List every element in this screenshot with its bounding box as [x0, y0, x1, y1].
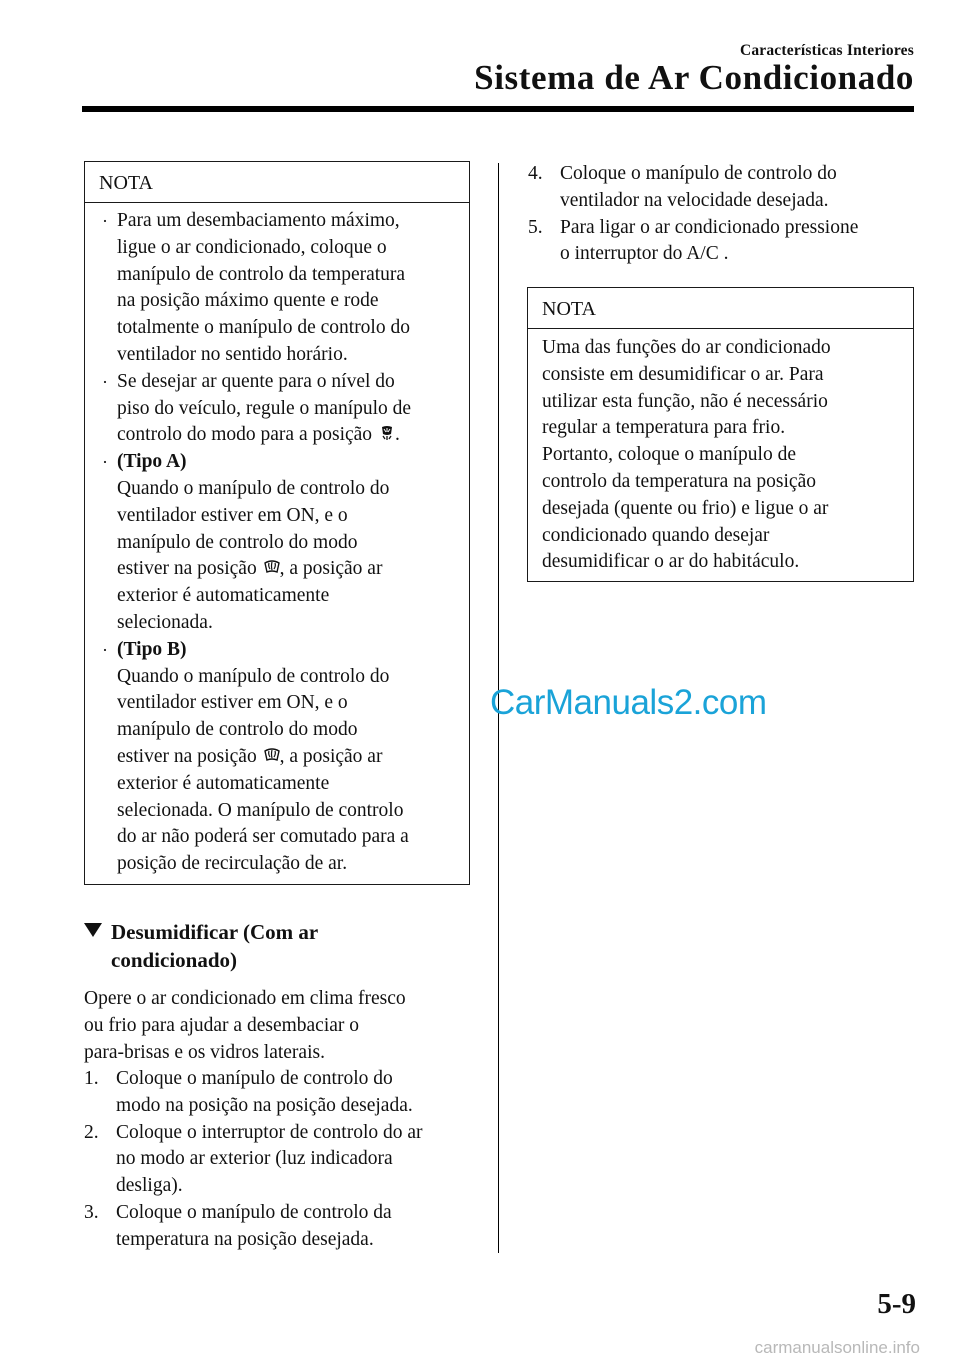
type-label: (Tipo B) — [117, 638, 187, 660]
text-line: ligue o ar condicionado, coloque o — [117, 236, 387, 258]
text-fragment: . — [394, 424, 400, 446]
text-fragment: , a posição ar — [279, 558, 383, 580]
text-line: Coloque o interruptor de controlo do ar — [116, 1121, 423, 1143]
text-fragment: , a posição ar — [279, 745, 383, 767]
step-number: 1. — [84, 1068, 99, 1089]
section-heading — [84, 918, 484, 974]
nota-bullet-item — [85, 208, 469, 369]
nota-heading: NOTA — [85, 162, 469, 203]
step-item — [84, 1066, 484, 1120]
text-line: Coloque o manípulo de controlo do — [116, 1068, 393, 1089]
triangle-marker-icon — [84, 923, 102, 937]
section-label: Características Interiores — [739, 42, 914, 59]
bullet-dot: · — [102, 639, 108, 660]
windshield-defrost-icon — [264, 745, 280, 761]
text-line: Quando o manípulo de controlo do — [117, 665, 390, 687]
text-line: Portanto, coloque o manípulo de — [542, 444, 796, 466]
text-line: consiste em desumidificar o ar. Para — [542, 363, 824, 385]
text-line: exterior é automaticamente — [117, 585, 330, 607]
header-rule — [82, 106, 914, 112]
step-number: 4. — [528, 163, 543, 184]
text-line: Uma das funções do ar condicionado — [542, 337, 831, 358]
text-line — [117, 556, 469, 583]
text-line: do ar não poderá ser comutado para a — [117, 826, 409, 848]
type-label: (Tipo A) — [117, 451, 187, 473]
nota-bullet-item — [85, 637, 469, 878]
nota-body — [85, 203, 469, 878]
step-number: 2. — [84, 1121, 99, 1143]
step-item — [528, 215, 918, 269]
text-line: ventilador estiver em ON, e o — [117, 504, 348, 526]
text-line: Para ligar o ar condicionado pressione — [560, 216, 859, 238]
steps-list-left — [84, 1066, 484, 1254]
text-line: manípulo de controlo do modo — [117, 531, 358, 553]
text-line — [117, 449, 469, 476]
watermark-text: CarManuals2.com — [490, 683, 767, 722]
bullet-dot: · — [102, 452, 108, 473]
text-line: Coloque o manípulo de controlo da — [116, 1201, 392, 1223]
nota-heading: NOTA — [528, 288, 913, 329]
text-fragment: estiver na posição — [117, 558, 257, 580]
text-line: Quando o manípulo de controlo do — [117, 477, 390, 499]
text-line — [117, 744, 469, 771]
text-line: ou frio para ajudar a desembaciar o — [84, 1014, 360, 1036]
step-item — [84, 1120, 484, 1200]
text-line: modo na posição na posição desejada. — [116, 1094, 413, 1116]
text-line: manípulo de controlo do modo — [117, 719, 358, 741]
text-line: exterior é automaticamente — [117, 772, 330, 794]
step-number: 3. — [84, 1201, 99, 1223]
text-fragment: controlo do modo para a posição — [117, 424, 373, 446]
step-item — [84, 1200, 484, 1254]
text-line: temperatura na posição desejada. — [116, 1228, 374, 1250]
text-line: totalmente o manípulo de controlo do — [117, 317, 410, 339]
heading-text: Desumidificar (Com ar — [111, 920, 319, 944]
text-line: ventilador no sentido horário. — [117, 343, 348, 365]
intro-paragraph — [84, 986, 484, 1066]
text-line: o interruptor do A/C . — [560, 243, 729, 265]
heading-line: condicionado) — [111, 948, 238, 972]
steps-list-right — [528, 161, 918, 268]
text-fragment: estiver na posição — [117, 745, 257, 767]
text-line: manípulo de controlo da temperatura — [117, 263, 406, 285]
text-line: controlo da temperatura na posição — [542, 470, 816, 492]
text-line: para-brisas e os vidros laterais. — [84, 1041, 325, 1063]
text-line: no modo ar exterior (luz indicadora — [116, 1148, 393, 1170]
text-line: Opere o ar condicionado em clima fresco — [84, 988, 406, 1009]
text-line: na posição máximo quente e rode — [117, 290, 379, 312]
text-line: utilizar esta função, não é necessário — [542, 390, 828, 412]
text-line: Para um desembaciamento máximo, — [117, 210, 400, 231]
text-line: piso do veículo, regule o manípulo de — [117, 397, 412, 419]
nota-bullet-item — [85, 369, 469, 449]
bullet-dot: · — [102, 371, 108, 392]
text-line: ventilador na velocidade desejada. — [560, 189, 829, 211]
windshield-defrost-icon — [264, 557, 280, 573]
nota-box-left — [84, 161, 470, 885]
page-number: 5-9 — [877, 1288, 916, 1320]
text-line: regular a temperatura para frio. — [542, 417, 786, 439]
text-line: condicionado quando desejar — [542, 524, 770, 546]
text-line: desejada (quente ou frio) e ligue o ar — [542, 497, 829, 519]
text-line: selecionada. O manípulo de controlo — [117, 799, 404, 821]
text-line — [117, 422, 469, 449]
text-line — [117, 637, 469, 664]
bullet-dot: · — [102, 211, 108, 231]
floor-defrost-icon — [379, 423, 395, 439]
text-line: Coloque o manípulo de controlo do — [560, 163, 837, 184]
text-line: desliga). — [116, 1175, 183, 1197]
nota-bullet-item — [85, 449, 469, 637]
page-title: Sistema de Ar Condicionado — [474, 58, 914, 97]
text-line: Se desejar ar quente para o nível do — [117, 370, 395, 392]
nota-box-right — [527, 287, 914, 582]
step-number: 5. — [528, 216, 543, 238]
text-line: posição de recirculação de ar. — [117, 853, 348, 875]
text-line: desumidificar o ar do habitáculo. — [542, 551, 800, 573]
text-line: selecionada. — [117, 611, 213, 633]
footer-watermark: carmanualsonline.info — [754, 1338, 920, 1357]
nota-body — [528, 329, 913, 576]
step-item — [528, 161, 918, 215]
text-line: ventilador estiver em ON, e o — [117, 692, 348, 714]
heading-line — [84, 918, 484, 946]
